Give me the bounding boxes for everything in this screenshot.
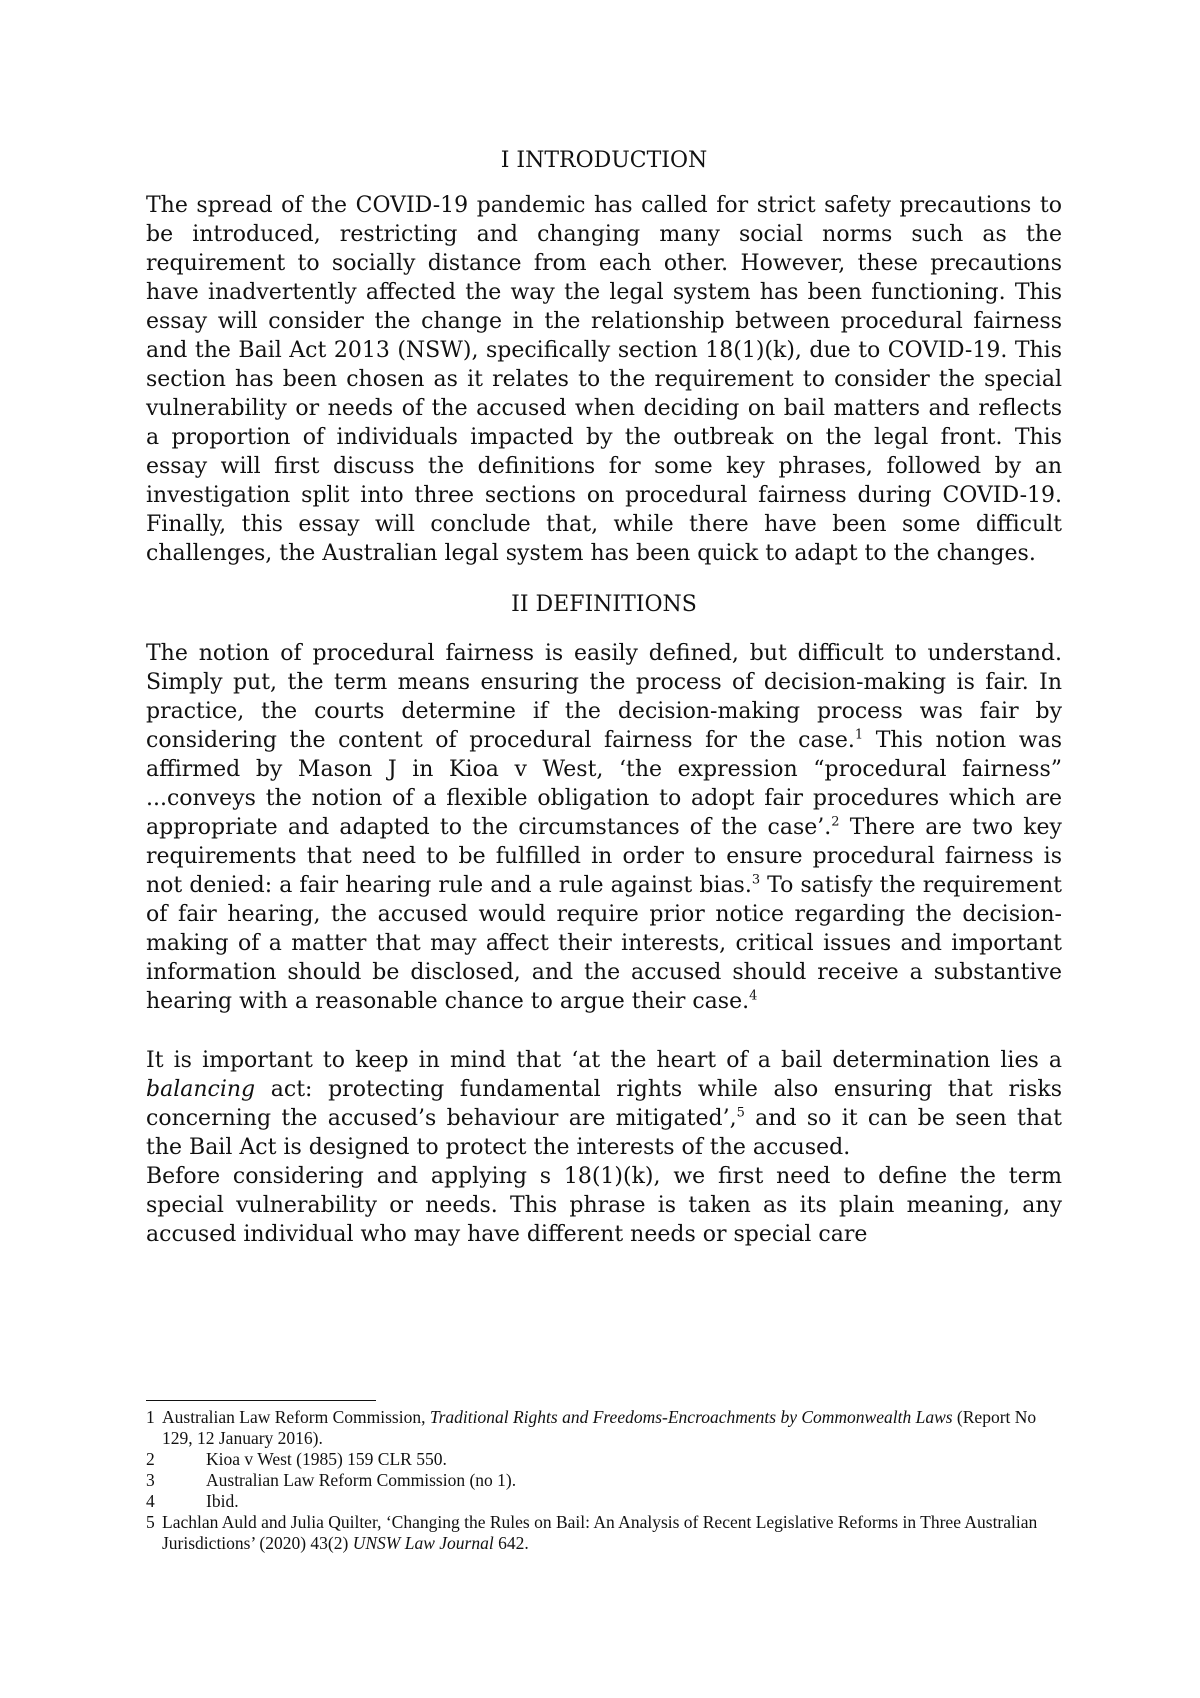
definitions-paragraph-3: Before considering and applying s 18(1)(k), we first need to define the term special vulnerability or needs. This phrase is taken as its plain meaning, any accused individual who may have different needs or special care <box>146 1164 1062 1247</box>
footnote-italic: UNSW Law Journal <box>352 1533 494 1553</box>
section-heading-introduction: I INTRODUCTION <box>500 148 708 173</box>
paragraph-text: This notion was affirmed by Mason J in Kioa v West, ‘the expression “procedural fairness” ...conveys the notion of a flexible obligation to adopt fair procedures which are appropriate and adapted to the circumstances of the case’. <box>146 728 1063 840</box>
footnote-ref-1[interactable]: 1 <box>854 727 864 743</box>
paragraph-text: There are two key requirements that need to be fulfilled in order to ensure procedural fairness is not denied: a fair hearing rule and a rule against bias. <box>146 815 1062 898</box>
footnote-text: 642. <box>493 1533 529 1553</box>
footnote-number: 4 <box>146 1491 155 1511</box>
footnote-italic: Traditional Rights and Freedoms-Encroachments by Commonwealth Laws <box>429 1407 953 1427</box>
paragraph-text: act: protecting fundamental rights while also ensuring that risks concerning the accused’s behaviour are mitigated’, <box>146 1077 1062 1131</box>
intro-paragraph: The spread of the COVID-19 pandemic has called for strict safety precautions to be introduced, restricting and changing many social norms such as the requirement to socially distance from each other. However, these precautions have inadvertently affected the way the legal system has been functioning. This essay will consider the change in the relationship between procedural fairness and the Bail Act 2013 (NSW), specifically section 18(1)(k), due to COVID-19. This section has been chosen as it relates to the requirement to consider the special vulnerability or needs of the accused when deciding on bail matters and reflects a proportion of individuals impacted by the outbreak on the legal front. This essay will first discuss the definitions for some key phrases, followed by an investigation split into three sections on procedural fairness during COVID-19. Finally, this essay will conclude that, while there have been some difficult challenges, the Australian legal system has been quick to adapt to the changes. <box>146 193 1062 566</box>
footnote-2 <box>146 1449 1062 1470</box>
footnote-ref-5[interactable]: 5 <box>736 1105 745 1121</box>
footnote-number: 2 <box>146 1449 155 1469</box>
footnote-number: 3 <box>146 1470 155 1490</box>
section-heading-definitions: II DEFINITIONS <box>511 592 697 617</box>
emphasis-text: balancing <box>146 1077 256 1102</box>
definitions-paragraph-1 <box>146 639 1062 1016</box>
footnote-text: Lachlan Auld and Julia Quilter, ‘Changing the Rules on Bail: An Analysis of Recent Legislative Reforms in Three Australian Jurisdictions’ (2020) 43(2) <box>162 1512 1038 1553</box>
footnote-number: 5 <box>146 1512 155 1532</box>
footnote-text: (Report No 129, 12 January 2016). <box>162 1407 1037 1448</box>
footnote-ref-3[interactable]: 3 <box>751 872 761 888</box>
footnote-text: Australian Law Reform Commission, <box>162 1407 430 1427</box>
footnote-3 <box>146 1470 1062 1491</box>
footnote-separator <box>146 1400 376 1401</box>
paragraph-text: and so it can be seen that the Bail Act is designed to protect the interests of the accused. <box>146 1106 1062 1160</box>
paragraph-text: It is important to keep in mind that ‘at the heart of a bail determination lies a <box>146 1048 1062 1073</box>
footnote-text: Australian Law Reform Commission (no 1). <box>206 1470 517 1490</box>
footnote-text: Kioa v West (1985) 159 CLR 550. <box>206 1449 447 1469</box>
footnote-5 <box>146 1512 1062 1554</box>
footnote-1 <box>146 1407 1062 1449</box>
footnote-text: Ibid. <box>206 1491 239 1511</box>
footnote-number: 1 <box>146 1407 155 1427</box>
footnote-4 <box>146 1491 1062 1512</box>
footnote-ref-2[interactable]: 2 <box>831 814 840 830</box>
definitions-paragraph-2 <box>146 1046 1062 1162</box>
paragraph-text: To satisfy the requirement of fair hearing, the accused would require prior notice regarding the decision-making of a matter that may affect their interests, critical issues and important information should be disclosed, and the accused should receive a substantive hearing with a reasonable chance to argue their case. <box>146 873 1062 1014</box>
paragraph-text: The notion of procedural fairness is easily defined, but difficult to understand. Simply put, the term means ensuring the process of decision-making is fair. In practice, the courts determine if the decision-making process was fair by considering the content of procedural fairness for the case. <box>146 641 1062 753</box>
body-text <box>146 146 1062 1249</box>
footnotes <box>146 1400 1062 1554</box>
footnote-ref-4[interactable]: 4 <box>749 988 758 1004</box>
